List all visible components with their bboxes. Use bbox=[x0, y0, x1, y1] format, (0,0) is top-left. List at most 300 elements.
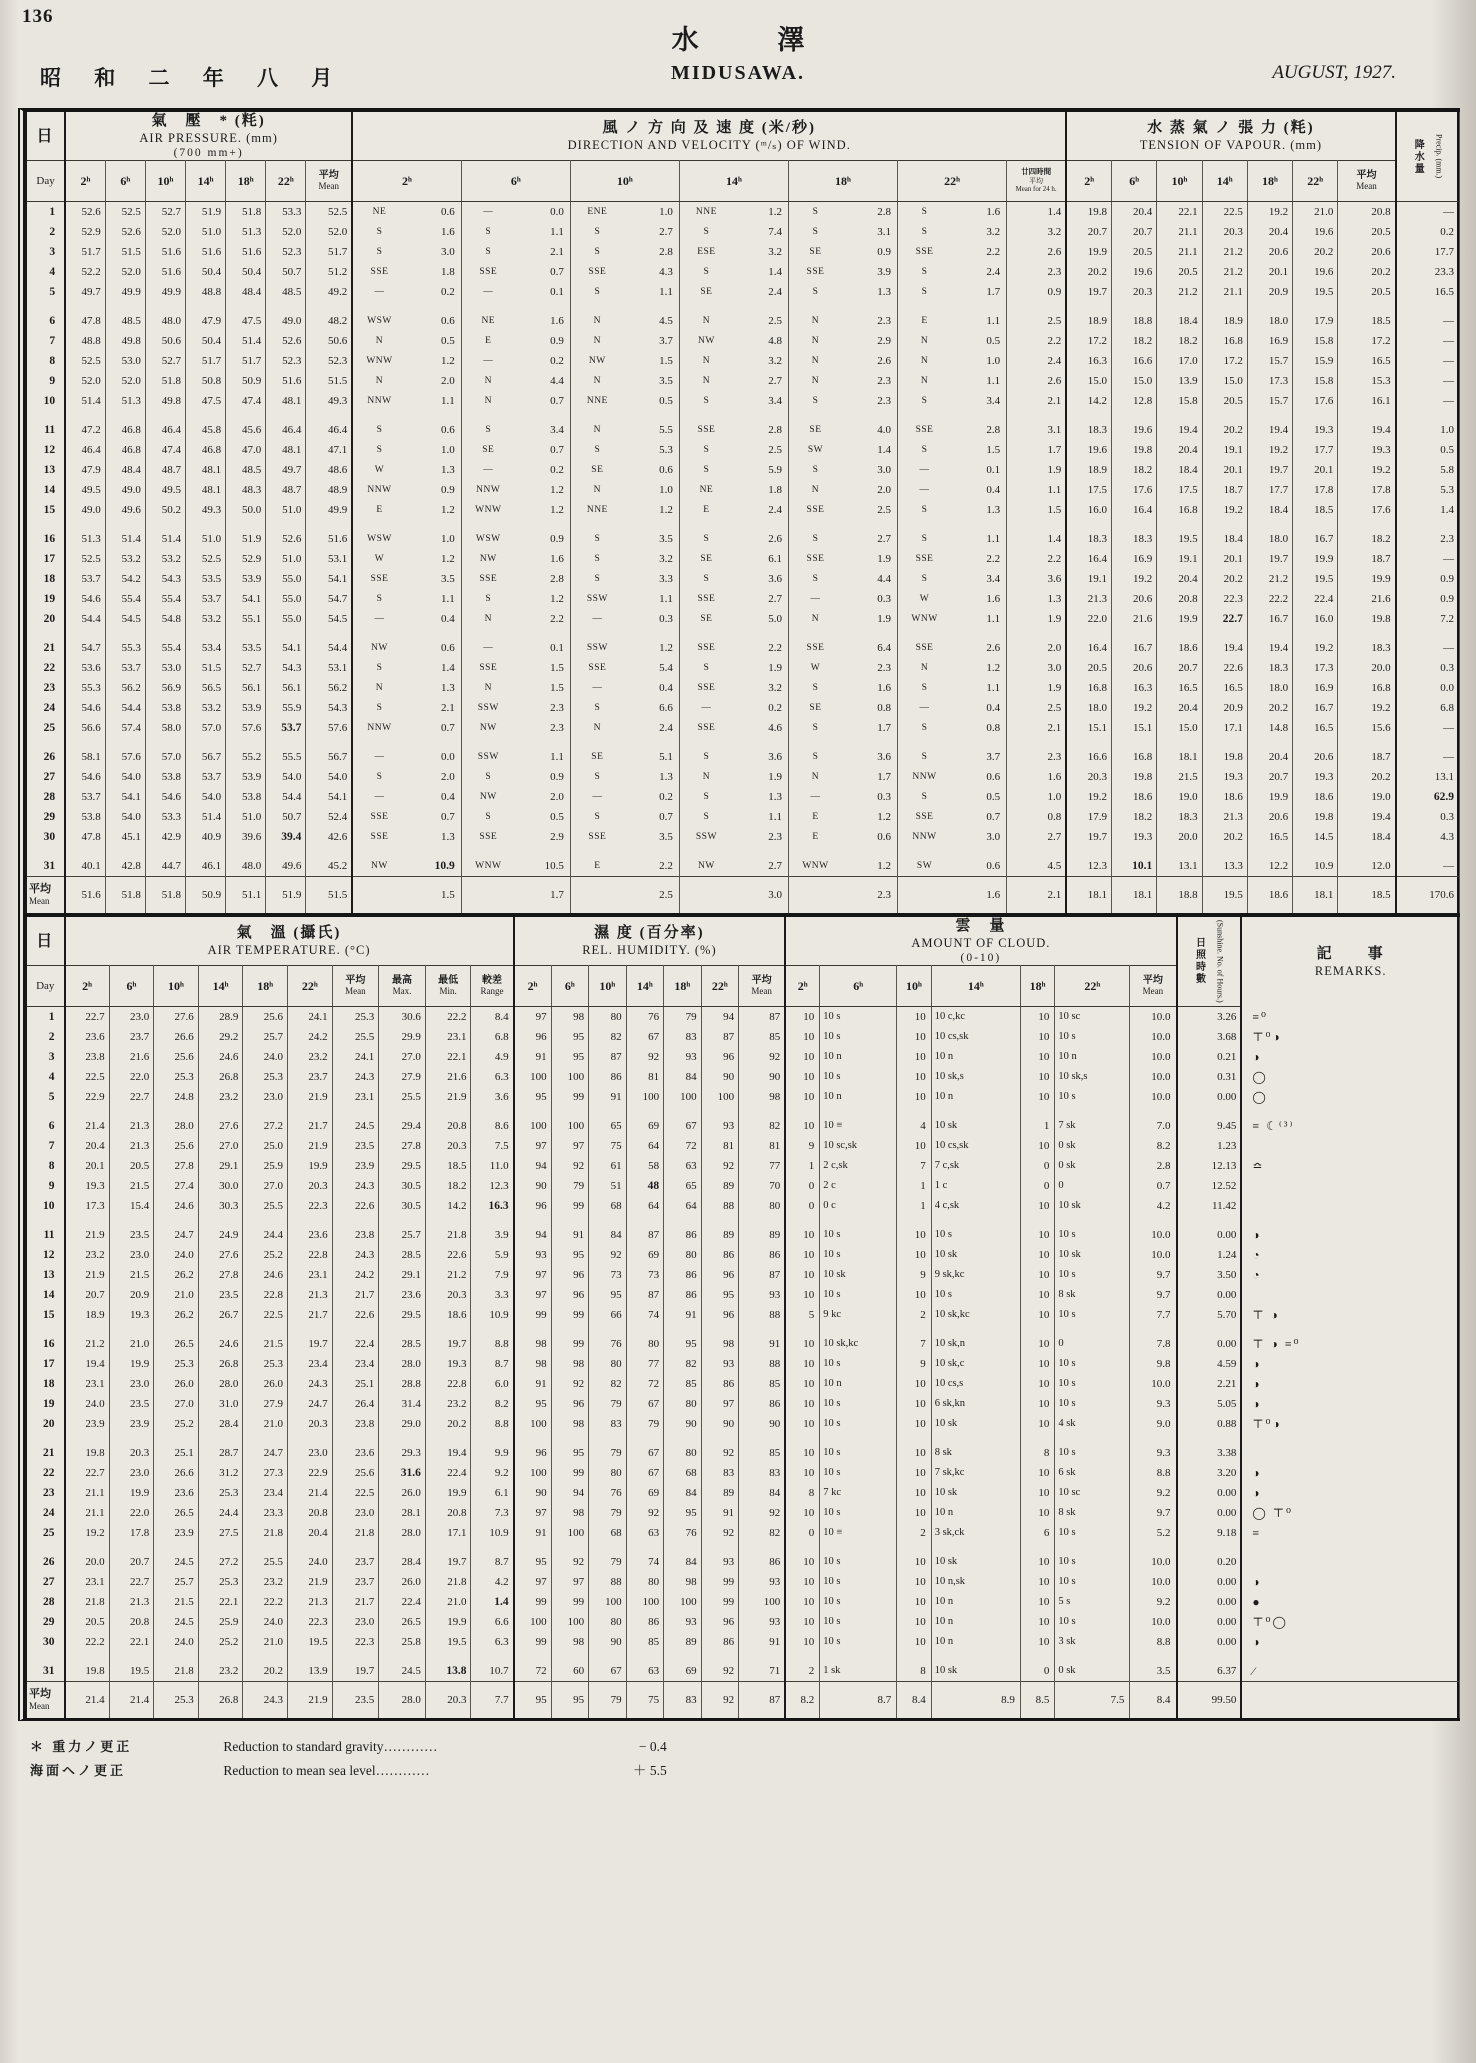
precip-value: 23.3 bbox=[1396, 262, 1460, 282]
wind-dir-3: NW bbox=[679, 847, 733, 877]
vapour-0: 12.3 bbox=[1066, 847, 1111, 877]
vapour-3: 21.3 bbox=[1202, 807, 1247, 827]
cloud-2: 8 bbox=[897, 1652, 931, 1682]
temp-mean: 23.8 bbox=[332, 1216, 379, 1245]
mean-col-en: Mean bbox=[318, 181, 340, 191]
precip-value: 62.9 bbox=[1396, 787, 1460, 807]
temp-range: 10.7 bbox=[471, 1652, 514, 1682]
humidity-1: 91 bbox=[551, 1216, 589, 1245]
temp-4: 23.2 bbox=[243, 1572, 288, 1592]
precip-value: 4.3 bbox=[1396, 827, 1460, 847]
temp-max: 28.1 bbox=[379, 1503, 426, 1523]
wind-dir-4: SW bbox=[788, 440, 842, 460]
humidity-time-6ʰ: 6ʰ bbox=[551, 966, 589, 1007]
table-row-day-31 bbox=[26, 847, 1460, 877]
table-row-day-5 bbox=[26, 1087, 1460, 1107]
humidity-2: 66 bbox=[589, 1305, 627, 1325]
humidity-4: 86 bbox=[664, 1285, 702, 1305]
cloud-6: 10.0 bbox=[1130, 1612, 1177, 1632]
temp-mean: 22.6 bbox=[332, 1305, 379, 1325]
pressure-4: 51.8 bbox=[226, 202, 266, 223]
temp-min: 19.9 bbox=[425, 1483, 471, 1503]
pressure-6: 53.1 bbox=[306, 549, 352, 569]
temp-3: 28.4 bbox=[198, 1414, 243, 1434]
humidity-1: 99 bbox=[551, 1305, 589, 1325]
humidity-0: 72 bbox=[514, 1652, 552, 1682]
wind-speed-2: 2.4 bbox=[624, 718, 680, 738]
table-row-day-22 bbox=[26, 1463, 1460, 1483]
temp-5: 20.3 bbox=[287, 1176, 332, 1196]
pressure-0: 54.7 bbox=[65, 629, 105, 658]
vapour-4: 20.6 bbox=[1247, 242, 1292, 262]
humidity-5: 92 bbox=[701, 1652, 739, 1682]
temp-mean-5: 21.9 bbox=[287, 1682, 332, 1719]
vapour-1: 16.4 bbox=[1112, 500, 1157, 520]
remarks-symbols: ≡ bbox=[1241, 1523, 1459, 1543]
temp-3: 24.9 bbox=[198, 1216, 243, 1245]
vapour-6: 20.6 bbox=[1338, 242, 1396, 262]
wind-dir-4: S bbox=[788, 202, 842, 223]
humidity-4: 69 bbox=[664, 1652, 702, 1682]
wind-speed-0: 1.4 bbox=[406, 658, 462, 678]
day-number: 3 bbox=[26, 242, 65, 262]
cloud-2: 10 bbox=[897, 1463, 931, 1483]
remarks-symbols: ⊤ ◑ bbox=[1241, 1305, 1459, 1325]
humidity-5: 100 bbox=[701, 1087, 739, 1107]
pressure-6: 52.3 bbox=[306, 351, 352, 371]
sunshine-hours: 4.59 bbox=[1177, 1354, 1242, 1374]
cloud-5: 10 s bbox=[1055, 1087, 1130, 1107]
humidity-6: 85 bbox=[739, 1434, 786, 1463]
wind-dir-4: S bbox=[788, 282, 842, 302]
temp-max: 27.8 bbox=[379, 1136, 426, 1156]
temp-5: 24.1 bbox=[287, 1007, 332, 1028]
sunshine-header-jp: 日照時數 bbox=[1193, 937, 1205, 986]
wind-dir-5: SW bbox=[898, 847, 952, 877]
vapour-2: 13.9 bbox=[1157, 371, 1202, 391]
humidity-4: 86 bbox=[664, 1265, 702, 1285]
cloud-4: 10 bbox=[1020, 1632, 1054, 1652]
pressure-2: 52.7 bbox=[145, 351, 185, 371]
wind-speed-2: 3.5 bbox=[624, 520, 680, 549]
cloud-0: 9 bbox=[785, 1136, 819, 1156]
vapour-mean-header: 平均 Mean bbox=[1338, 161, 1396, 202]
table-row-day-6 bbox=[26, 1107, 1460, 1136]
wind-dir-3: N bbox=[679, 767, 733, 787]
cloud-2: 10 bbox=[897, 1285, 931, 1305]
wind-speed-4: 6.4 bbox=[842, 629, 898, 658]
temp-0: 19.4 bbox=[65, 1354, 110, 1374]
day-number: 1 bbox=[26, 1007, 65, 1028]
cloud-3: 10 cs,s bbox=[931, 1374, 1020, 1394]
vapour-2: 19.1 bbox=[1157, 549, 1202, 569]
temp-3: 28.9 bbox=[198, 1007, 243, 1028]
pressure-0: 47.8 bbox=[65, 827, 105, 847]
temp-4: 25.2 bbox=[243, 1245, 288, 1265]
wind-dir-1: NW bbox=[461, 787, 515, 807]
vapour-4: 19.7 bbox=[1247, 549, 1292, 569]
wind-speed-2: 0.6 bbox=[624, 460, 680, 480]
vapour-1: 20.3 bbox=[1112, 282, 1157, 302]
pressure-0: 53.7 bbox=[65, 569, 105, 589]
sunshine-hours: 9.45 bbox=[1177, 1107, 1242, 1136]
remarks-symbols: ⊤ ◑ ≡⁰ bbox=[1241, 1325, 1459, 1354]
table-row-day-1 bbox=[26, 202, 1460, 223]
cloud-3: 8 sk bbox=[931, 1434, 1020, 1463]
vapour-2: 19.0 bbox=[1157, 787, 1202, 807]
vapour-4: 15.7 bbox=[1247, 391, 1292, 411]
temp-3: 27.0 bbox=[198, 1136, 243, 1156]
wind-speed-0: 1.3 bbox=[406, 460, 462, 480]
vapour-4: 18.3 bbox=[1247, 658, 1292, 678]
day-number: 15 bbox=[26, 1305, 65, 1325]
wind-mean-speed-4: 2.3 bbox=[842, 877, 898, 914]
vapour-5: 19.9 bbox=[1293, 549, 1338, 569]
pressure-0: 49.0 bbox=[65, 500, 105, 520]
wind-dir-0: W bbox=[352, 549, 406, 569]
day-number: 10 bbox=[26, 1196, 65, 1216]
vapour-5: 19.8 bbox=[1293, 807, 1338, 827]
cloud-mean-1: 8.7 bbox=[820, 1682, 897, 1719]
temp-1: 21.3 bbox=[109, 1592, 154, 1612]
sunshine-hours: 0.00 bbox=[1177, 1216, 1242, 1245]
temp-3: 27.6 bbox=[198, 1245, 243, 1265]
wind-speed-1: 2.3 bbox=[515, 718, 571, 738]
precip-value: 0.9 bbox=[1396, 589, 1460, 609]
wind-dir-3: SSW bbox=[679, 827, 733, 847]
cloud-3: 10 s bbox=[931, 1216, 1020, 1245]
temp-max: 31.6 bbox=[379, 1463, 426, 1483]
vapour-6: 20.2 bbox=[1338, 262, 1396, 282]
vapour-1: 12.8 bbox=[1112, 391, 1157, 411]
humidity-5: 86 bbox=[701, 1632, 739, 1652]
humidity-2: 80 bbox=[589, 1463, 627, 1483]
temp-range: 9.2 bbox=[471, 1463, 514, 1483]
humidity-0: 95 bbox=[514, 1394, 552, 1414]
pressure-5: 54.0 bbox=[266, 767, 306, 787]
cloud-6: 9.7 bbox=[1130, 1265, 1177, 1285]
pressure-mean-3: 50.9 bbox=[185, 877, 225, 914]
cloud-2: 2 bbox=[897, 1305, 931, 1325]
vapour-4: 20.2 bbox=[1247, 698, 1292, 718]
humidity-1: 99 bbox=[551, 1463, 589, 1483]
temp-5: 23.0 bbox=[287, 1434, 332, 1463]
humidity-5: 97 bbox=[701, 1394, 739, 1414]
pressure-3: 50.8 bbox=[185, 371, 225, 391]
day-number: 27 bbox=[26, 1572, 65, 1592]
pressure-4: 45.6 bbox=[226, 411, 266, 440]
wind-mean24: 2.2 bbox=[1007, 331, 1067, 351]
table-row-day-19 bbox=[26, 589, 1460, 609]
table-row-day-25 bbox=[26, 718, 1460, 738]
pressure-2: 55.4 bbox=[145, 589, 185, 609]
cloud-3: 10 n bbox=[931, 1592, 1020, 1612]
wind-speed-4: 1.7 bbox=[842, 718, 898, 738]
wind-speed-0: 1.1 bbox=[406, 589, 462, 609]
cloud-3: 10 s bbox=[931, 1285, 1020, 1305]
pressure-1: 54.2 bbox=[105, 569, 145, 589]
precip-value: 7.2 bbox=[1396, 609, 1460, 629]
temp-mean: 22.5 bbox=[332, 1483, 379, 1503]
vapour-1: 16.7 bbox=[1112, 629, 1157, 658]
sunshine-hours: 12.52 bbox=[1177, 1176, 1242, 1196]
vapour-6: 16.1 bbox=[1338, 391, 1396, 411]
table-row-day-18 bbox=[26, 569, 1460, 589]
temp-5: 24.3 bbox=[287, 1374, 332, 1394]
day-number: 18 bbox=[26, 569, 65, 589]
day-number: 29 bbox=[26, 1612, 65, 1632]
humidity-3: 76 bbox=[626, 1007, 664, 1028]
wind-dir-3: N bbox=[679, 371, 733, 391]
vapour-0: 16.8 bbox=[1066, 678, 1111, 698]
cloud-mean-6: 8.4 bbox=[1130, 1682, 1177, 1719]
wind-dir-4: SSE bbox=[788, 262, 842, 282]
data-sheet bbox=[18, 108, 1460, 1721]
wind-speed-5: 0.6 bbox=[951, 847, 1007, 877]
temp-mean: 23.9 bbox=[332, 1156, 379, 1176]
pressure-1: 46.8 bbox=[105, 440, 145, 460]
pressure-6: 54.5 bbox=[306, 609, 352, 629]
cloud-1: 10 n bbox=[820, 1374, 897, 1394]
cloud-3: 10 n bbox=[931, 1087, 1020, 1107]
temp-range: 6.8 bbox=[471, 1027, 514, 1047]
temp-1: 22.0 bbox=[109, 1067, 154, 1087]
temp-1: 23.7 bbox=[109, 1027, 154, 1047]
vapour-2: 21.1 bbox=[1157, 222, 1202, 242]
temp-4: 22.5 bbox=[243, 1305, 288, 1325]
temp-min: 22.2 bbox=[425, 1007, 471, 1028]
humidity-0: 91 bbox=[514, 1523, 552, 1543]
vapour-2: 18.6 bbox=[1157, 629, 1202, 658]
wind-speed-5: 0.6 bbox=[951, 767, 1007, 787]
wind-speed-2: 3.3 bbox=[624, 569, 680, 589]
wind-speed-5: 0.8 bbox=[951, 718, 1007, 738]
humidity-mean-2: 79 bbox=[589, 1682, 627, 1719]
cloud-0: 10 bbox=[785, 1325, 819, 1354]
remarks-symbols bbox=[1241, 1543, 1459, 1572]
wind-speed-5: 1.1 bbox=[951, 371, 1007, 391]
footnote-gravity-en: Reduction to standard gravity………… bbox=[223, 1739, 438, 1754]
temp-1: 21.5 bbox=[109, 1265, 154, 1285]
vapour-mean-5: 18.1 bbox=[1293, 877, 1338, 914]
pressure-1: 49.6 bbox=[105, 500, 145, 520]
pressure-0: 53.6 bbox=[65, 658, 105, 678]
temp-2: 27.4 bbox=[154, 1176, 199, 1196]
temp-0: 24.0 bbox=[65, 1394, 110, 1414]
sunshine-hours: 3.38 bbox=[1177, 1434, 1242, 1463]
humidity-0: 96 bbox=[514, 1027, 552, 1047]
section-title-en: REL. HUMIDITY. (%) bbox=[582, 943, 717, 957]
temp-range: 8.7 bbox=[471, 1543, 514, 1572]
vapour-1: 18.2 bbox=[1112, 460, 1157, 480]
vapour-4: 14.8 bbox=[1247, 718, 1292, 738]
vapour-3: 15.0 bbox=[1202, 371, 1247, 391]
cloud-2: 9 bbox=[897, 1265, 931, 1285]
temp-max: 26.0 bbox=[379, 1483, 426, 1503]
humidity-5: 96 bbox=[701, 1047, 739, 1067]
humidity-1: 95 bbox=[551, 1245, 589, 1265]
humidity-5: 98 bbox=[701, 1325, 739, 1354]
day-number: 30 bbox=[26, 1632, 65, 1652]
temp-2: 24.7 bbox=[154, 1216, 199, 1245]
vapour-4: 21.2 bbox=[1247, 569, 1292, 589]
wind-speed-4: 4.4 bbox=[842, 569, 898, 589]
vapour-4: 20.1 bbox=[1247, 262, 1292, 282]
wind-dir-0: S bbox=[352, 589, 406, 609]
temp-2: 26.6 bbox=[154, 1463, 199, 1483]
vapour-4: 17.3 bbox=[1247, 371, 1292, 391]
wind-speed-1: 0.7 bbox=[515, 262, 571, 282]
vapour-5: 19.6 bbox=[1293, 262, 1338, 282]
temp-min: 19.5 bbox=[425, 1632, 471, 1652]
vapour-3: 22.7 bbox=[1202, 609, 1247, 629]
temp-1: 20.5 bbox=[109, 1156, 154, 1176]
pressure-4: 51.9 bbox=[226, 520, 266, 549]
temp-2: 26.2 bbox=[154, 1265, 199, 1285]
pressure-5: 50.7 bbox=[266, 807, 306, 827]
pressure-4: 50.9 bbox=[226, 371, 266, 391]
sunshine-hours: 0.31 bbox=[1177, 1067, 1242, 1087]
wind-dir-0: S bbox=[352, 242, 406, 262]
vapour-3: 20.2 bbox=[1202, 827, 1247, 847]
cloud-5: 0 bbox=[1055, 1176, 1130, 1196]
cloud-0: 10 bbox=[785, 1612, 819, 1632]
humidity-2: 65 bbox=[589, 1107, 627, 1136]
humidity-3: 67 bbox=[626, 1394, 664, 1414]
wind-dir-3: S bbox=[679, 262, 733, 282]
pressure-mean-6: 51.5 bbox=[306, 877, 352, 914]
temp-range: 8.8 bbox=[471, 1414, 514, 1434]
temp-min: 23.1 bbox=[425, 1027, 471, 1047]
wind-speed-2: 0.3 bbox=[624, 609, 680, 629]
temp-mean: 23.0 bbox=[332, 1503, 379, 1523]
temp-0: 21.2 bbox=[65, 1325, 110, 1354]
vapour-0: 19.9 bbox=[1066, 242, 1111, 262]
humidity-3: 69 bbox=[626, 1107, 664, 1136]
temp-mean: 26.4 bbox=[332, 1394, 379, 1414]
humidity-2: 79 bbox=[589, 1434, 627, 1463]
wind-speed-0: 3.5 bbox=[406, 569, 462, 589]
pressure-2: 53.8 bbox=[145, 698, 185, 718]
sunshine-hours: 0.00 bbox=[1177, 1325, 1242, 1354]
vapour-3: 16.5 bbox=[1202, 678, 1247, 698]
temp-0: 23.9 bbox=[65, 1414, 110, 1434]
temp-5: 13.9 bbox=[287, 1652, 332, 1682]
pressure-5: 51.6 bbox=[266, 371, 306, 391]
wind-speed-5: 2.8 bbox=[951, 411, 1007, 440]
wind-dir-0: S bbox=[352, 698, 406, 718]
cloud-6: 8.8 bbox=[1130, 1632, 1177, 1652]
humidity-1: 100 bbox=[551, 1107, 589, 1136]
sunshine-hours: 3.50 bbox=[1177, 1265, 1242, 1285]
temp-2: 24.5 bbox=[154, 1612, 199, 1632]
humidity-time-10ʰ: 10ʰ bbox=[589, 966, 627, 1007]
pressure-0: 48.8 bbox=[65, 331, 105, 351]
remarks-symbols: ⊤⁰◑ bbox=[1241, 1027, 1459, 1047]
cloud-1: 10 s bbox=[820, 1503, 897, 1523]
pressure-2: 49.9 bbox=[145, 282, 185, 302]
vapour-0: 19.2 bbox=[1066, 787, 1111, 807]
wind-dir-1: SSE bbox=[461, 262, 515, 282]
wind-speed-5: 2.6 bbox=[951, 629, 1007, 658]
cloud-5: 10 s bbox=[1055, 1572, 1130, 1592]
pressure-3: 40.9 bbox=[185, 827, 225, 847]
pressure-6: 51.7 bbox=[306, 242, 352, 262]
sunshine-header-wrap bbox=[1178, 920, 1241, 1003]
pressure-2: 51.8 bbox=[145, 371, 185, 391]
wind-speed-4: 1.3 bbox=[842, 282, 898, 302]
remarks-symbols: ◑ bbox=[1241, 1216, 1459, 1245]
vapour-3: 17.1 bbox=[1202, 718, 1247, 738]
wind-speed-5: 0.7 bbox=[951, 807, 1007, 827]
pressure-mean-2: 51.8 bbox=[145, 877, 185, 914]
wind-speed-0: 1.0 bbox=[406, 520, 462, 549]
wind-dir-1: — bbox=[461, 202, 515, 223]
wind-mean24: 3.0 bbox=[1007, 658, 1067, 678]
cloud-6: 2.8 bbox=[1130, 1156, 1177, 1176]
humidity-1: 98 bbox=[551, 1503, 589, 1523]
cloud-1: 10 s bbox=[820, 1245, 897, 1265]
pressure-0: 51.7 bbox=[65, 242, 105, 262]
vapour-5: 16.7 bbox=[1293, 698, 1338, 718]
pressure-0: 40.1 bbox=[65, 847, 105, 877]
wind-dir-0: E bbox=[352, 500, 406, 520]
wind-dir-4: SSE bbox=[788, 500, 842, 520]
pressure-5: 52.0 bbox=[266, 222, 306, 242]
pressure-5: 53.3 bbox=[266, 202, 306, 223]
wind-dir-3: S bbox=[679, 520, 733, 549]
vapour-0: 20.2 bbox=[1066, 262, 1111, 282]
wind-mean24: 1.9 bbox=[1007, 678, 1067, 698]
vapour-mean-4: 18.6 bbox=[1247, 877, 1292, 914]
pressure-6: 51.2 bbox=[306, 262, 352, 282]
cloud-1: 2 c,sk bbox=[820, 1156, 897, 1176]
day-number: 5 bbox=[26, 1087, 65, 1107]
temp-5: 23.4 bbox=[287, 1354, 332, 1374]
vapour-3: 18.7 bbox=[1202, 480, 1247, 500]
temp-2: 27.0 bbox=[154, 1394, 199, 1414]
cloud-2: 10 bbox=[897, 1632, 931, 1652]
cloud-6: 9.0 bbox=[1130, 1414, 1177, 1434]
temp-mean: 23.7 bbox=[332, 1572, 379, 1592]
wind-speed-5: 3.0 bbox=[951, 827, 1007, 847]
wind-time-2ʰ: 2ʰ bbox=[352, 161, 461, 202]
wind-dir-3: S bbox=[679, 460, 733, 480]
day-number: 19 bbox=[26, 589, 65, 609]
humidity-2: 51 bbox=[589, 1176, 627, 1196]
temp-mean: 22.6 bbox=[332, 1196, 379, 1216]
cloud-6: 8.2 bbox=[1130, 1136, 1177, 1156]
vapour-0: 16.6 bbox=[1066, 738, 1111, 767]
top-mean-row bbox=[26, 877, 1460, 914]
wind-speed-0: 2.0 bbox=[406, 371, 462, 391]
vapour-0: 18.3 bbox=[1066, 520, 1111, 549]
vapour-6: 17.2 bbox=[1338, 331, 1396, 351]
temp-mean: 25.3 bbox=[332, 1007, 379, 1028]
vapour-4: 19.4 bbox=[1247, 411, 1292, 440]
wind-mean24: 2.1 bbox=[1007, 391, 1067, 411]
temp-2: 26.2 bbox=[154, 1305, 199, 1325]
cloud-6: 9.3 bbox=[1130, 1434, 1177, 1463]
wind-speed-2: 1.0 bbox=[624, 202, 680, 223]
pressure-1: 52.5 bbox=[105, 202, 145, 223]
temp-mean-overall: 23.5 bbox=[332, 1682, 379, 1719]
humidity-2: 92 bbox=[589, 1245, 627, 1265]
table-row-day-2 bbox=[26, 1027, 1460, 1047]
humidity-4: 93 bbox=[664, 1047, 702, 1067]
vapour-5: 17.6 bbox=[1293, 391, 1338, 411]
temp-mean: 24.5 bbox=[332, 1107, 379, 1136]
